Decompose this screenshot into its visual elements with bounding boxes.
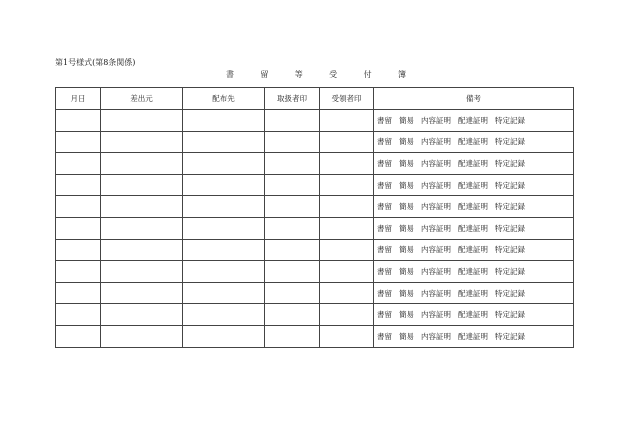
remarks-cell <box>374 174 574 196</box>
sender-cell[interactable] <box>101 217 183 239</box>
date-cell[interactable] <box>56 174 101 196</box>
recipient-cell[interactable] <box>183 110 265 132</box>
remarks-option: 書留 <box>377 158 392 168</box>
receiver-seal-cell[interactable] <box>320 217 374 239</box>
remarks-option: 書留 <box>377 202 392 212</box>
table-row <box>56 239 574 261</box>
remarks-option: 書留 <box>377 288 392 298</box>
column-header-receiver-seal: 受領者印 <box>320 88 374 110</box>
remarks-option: 特定記録 <box>495 331 525 341</box>
handler-seal-cell[interactable] <box>265 196 320 218</box>
date-cell[interactable] <box>56 110 101 132</box>
receiver-seal-cell[interactable] <box>320 282 374 304</box>
sender-cell[interactable] <box>101 174 183 196</box>
remarks-option: 配達証明 <box>458 310 488 320</box>
remarks-option: 内容証明 <box>421 158 451 168</box>
remarks-option: 内容証明 <box>421 310 451 320</box>
handler-seal-cell[interactable] <box>265 239 320 261</box>
remarks-option: 書留 <box>377 331 392 341</box>
receiver-seal-cell[interactable] <box>320 261 374 283</box>
receiver-seal-cell[interactable] <box>320 304 374 326</box>
remarks-option: 書留 <box>377 266 392 276</box>
remarks-option: 特定記録 <box>495 266 525 276</box>
remarks-option: 書留 <box>377 245 392 255</box>
remarks-cell <box>374 110 574 132</box>
remarks-option: 簡易 <box>399 158 414 168</box>
remarks-option: 配達証明 <box>458 158 488 168</box>
title-char: 受 <box>329 70 338 79</box>
table-row <box>56 174 574 196</box>
remarks-option: 特定記録 <box>495 310 525 320</box>
receiver-seal-cell[interactable] <box>320 325 374 347</box>
table-row <box>56 217 574 239</box>
remarks-option: 内容証明 <box>421 223 451 233</box>
remarks-option: 簡易 <box>399 223 414 233</box>
receiver-seal-cell[interactable] <box>320 196 374 218</box>
title-char: 留 <box>260 70 269 79</box>
recipient-cell[interactable] <box>183 282 265 304</box>
remarks-option: 書留 <box>377 115 392 125</box>
registry-table <box>55 87 574 348</box>
recipient-cell[interactable] <box>183 239 265 261</box>
remarks-cell <box>374 304 574 326</box>
handler-seal-cell[interactable] <box>265 153 320 175</box>
remarks-option: 内容証明 <box>421 331 451 341</box>
remarks-option: 書留 <box>377 310 392 320</box>
remarks-option: 配達証明 <box>458 245 488 255</box>
recipient-cell[interactable] <box>183 304 265 326</box>
handler-seal-cell[interactable] <box>265 282 320 304</box>
sender-cell[interactable] <box>101 261 183 283</box>
handler-seal-cell[interactable] <box>265 325 320 347</box>
remarks-option: 内容証明 <box>421 115 451 125</box>
date-cell[interactable] <box>56 304 101 326</box>
remarks-cell <box>374 217 574 239</box>
remarks-option: 書留 <box>377 180 392 190</box>
handler-seal-cell[interactable] <box>265 131 320 153</box>
remarks-option: 簡易 <box>399 310 414 320</box>
document-title <box>226 70 406 80</box>
receiver-seal-cell[interactable] <box>320 153 374 175</box>
table-row <box>56 196 574 218</box>
table-row <box>56 110 574 132</box>
column-header-date: 月日 <box>56 88 101 110</box>
column-header-remarks: 備考 <box>374 88 574 110</box>
date-cell[interactable] <box>56 282 101 304</box>
header-row <box>56 88 574 110</box>
receiver-seal-cell[interactable] <box>320 110 374 132</box>
remarks-option: 簡易 <box>399 137 414 147</box>
date-cell[interactable] <box>56 217 101 239</box>
remarks-option: 特定記録 <box>495 202 525 212</box>
remarks-option: 配達証明 <box>458 266 488 276</box>
date-cell[interactable] <box>56 153 101 175</box>
table-row <box>56 282 574 304</box>
column-header-handler-seal: 取扱者印 <box>265 88 320 110</box>
remarks-option: 内容証明 <box>421 266 451 276</box>
date-cell[interactable] <box>56 261 101 283</box>
sender-cell[interactable] <box>101 304 183 326</box>
sender-cell[interactable] <box>101 196 183 218</box>
remarks-option: 配達証明 <box>458 180 488 190</box>
title-char: 等 <box>294 70 303 79</box>
remarks-cell <box>374 261 574 283</box>
remarks-option: 簡易 <box>399 202 414 212</box>
column-header-recipient: 配布先 <box>183 88 265 110</box>
handler-seal-cell[interactable] <box>265 261 320 283</box>
sender-cell[interactable] <box>101 325 183 347</box>
remarks-cell <box>374 153 574 175</box>
remarks-option: 簡易 <box>399 245 414 255</box>
title-char: 書 <box>226 70 234 79</box>
remarks-option: 特定記録 <box>495 180 525 190</box>
recipient-cell[interactable] <box>183 174 265 196</box>
receiver-seal-cell[interactable] <box>320 131 374 153</box>
table-row <box>56 261 574 283</box>
remarks-cell <box>374 325 574 347</box>
remarks-option: 配達証明 <box>458 202 488 212</box>
recipient-cell[interactable] <box>183 217 265 239</box>
remarks-option: 内容証明 <box>421 202 451 212</box>
sender-cell[interactable] <box>101 110 183 132</box>
remarks-option: 簡易 <box>399 288 414 298</box>
table-row <box>56 153 574 175</box>
handler-seal-cell[interactable] <box>265 304 320 326</box>
remarks-option: 簡易 <box>399 266 414 276</box>
remarks-option: 簡易 <box>399 115 414 125</box>
date-cell[interactable] <box>56 131 101 153</box>
remarks-option: 特定記録 <box>495 223 525 233</box>
remarks-option: 特定記録 <box>495 288 525 298</box>
handler-seal-cell[interactable] <box>265 174 320 196</box>
remarks-option: 書留 <box>377 137 392 147</box>
sender-cell[interactable] <box>101 239 183 261</box>
title-char: 付 <box>363 70 372 79</box>
receiver-seal-cell[interactable] <box>320 239 374 261</box>
date-cell[interactable] <box>56 239 101 261</box>
recipient-cell[interactable] <box>183 131 265 153</box>
column-header-sender: 差出元 <box>101 88 183 110</box>
remarks-option: 配達証明 <box>458 288 488 298</box>
date-cell[interactable] <box>56 196 101 218</box>
remarks-option: 配達証明 <box>458 331 488 341</box>
remarks-option: 特定記録 <box>495 158 525 168</box>
handler-seal-cell[interactable] <box>265 110 320 132</box>
sender-cell[interactable] <box>101 131 183 153</box>
table-row <box>56 325 574 347</box>
remarks-option: 内容証明 <box>421 245 451 255</box>
remarks-option: 簡易 <box>399 331 414 341</box>
handler-seal-cell[interactable] <box>265 217 320 239</box>
remarks-cell <box>374 282 574 304</box>
remarks-option: 配達証明 <box>458 223 488 233</box>
remarks-option: 特定記録 <box>495 137 525 147</box>
remarks-option: 内容証明 <box>421 288 451 298</box>
sender-cell[interactable] <box>101 153 183 175</box>
remarks-cell <box>374 239 574 261</box>
remarks-option: 簡易 <box>399 180 414 190</box>
remarks-option: 書留 <box>377 223 392 233</box>
table-row <box>56 304 574 326</box>
remarks-option: 配達証明 <box>458 137 488 147</box>
recipient-cell[interactable] <box>183 196 265 218</box>
sender-cell[interactable] <box>101 282 183 304</box>
remarks-option: 配達証明 <box>458 115 488 125</box>
recipient-cell[interactable] <box>183 261 265 283</box>
remarks-cell <box>374 196 574 218</box>
remarks-option: 特定記録 <box>495 115 525 125</box>
remarks-option: 内容証明 <box>421 137 451 147</box>
form-number: 第1号様式(第8条関係) <box>55 58 136 67</box>
title-char: 簿 <box>397 70 406 79</box>
date-cell[interactable] <box>56 325 101 347</box>
remarks-option: 特定記録 <box>495 245 525 255</box>
receiver-seal-cell[interactable] <box>320 174 374 196</box>
table-row <box>56 131 574 153</box>
recipient-cell[interactable] <box>183 153 265 175</box>
remarks-cell <box>374 131 574 153</box>
remarks-option: 内容証明 <box>421 180 451 190</box>
recipient-cell[interactable] <box>183 325 265 347</box>
